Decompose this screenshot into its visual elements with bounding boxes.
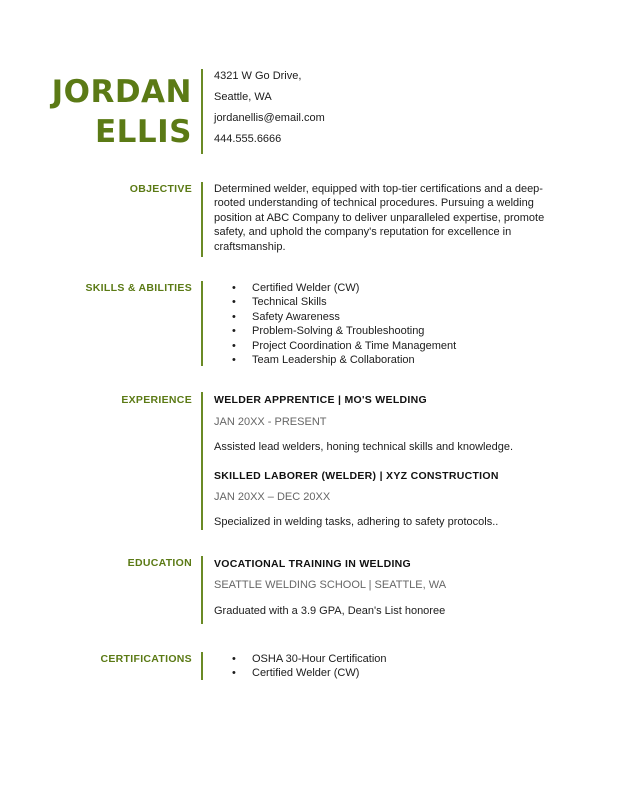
certifications-divider [201, 652, 203, 680]
experience-heading: EXPERIENCE [121, 394, 192, 406]
job-title: SKILLED LABORER (WELDER) | XYZ CONSTRUCTION [214, 470, 499, 482]
job-dates: JAN 20XX – DEC 20XX [214, 491, 331, 503]
email[interactable]: jordanellis@email.com [214, 112, 325, 124]
last-name: ELLIS [94, 114, 192, 150]
job-title: WELDER APPRENTICE | MO'S WELDING [214, 394, 427, 406]
skill-item: • Team Leadership & Collaboration [214, 353, 456, 367]
certification-item: • Certified Welder (CW) [214, 666, 387, 680]
education-heading: EDUCATION [127, 557, 192, 569]
skills-heading: SKILLS & ABILITIES [85, 282, 192, 294]
contact-divider [201, 69, 203, 154]
objective-text: Determined welder, equipped with top-tier certifications and a deep-rooted understanding of technical procedures. Pursuing a welding position at ABC Company to deliver unparalleled expertise, promote safety, and uphold the company's reputation for excellence in craftsmanship. [214, 183, 545, 253]
education-school: SEATTLE WELDING SCHOOL | SEATTLE, WA [214, 579, 447, 591]
skills-divider [201, 281, 203, 366]
phone[interactable]: 444.555.6666 [214, 133, 282, 145]
job-description: Specialized in welding tasks, adhering to safety protocols.. [214, 516, 499, 528]
education-description: Graduated with a 3.9 GPA, Dean's List honoree [214, 605, 446, 617]
certifications-heading: CERTIFICATIONS [100, 653, 192, 665]
certifications-list [214, 652, 387, 681]
education-divider [201, 556, 203, 624]
job-dates: JAN 20XX - PRESENT [214, 416, 327, 428]
skill-item: • Technical Skills [214, 295, 456, 309]
skill-item: • Project Coordination & Time Management [214, 339, 456, 353]
skill-item: • Certified Welder (CW) [214, 281, 456, 295]
education-section [214, 556, 614, 626]
skill-item: • Problem-Solving & Troubleshooting [214, 324, 456, 338]
certifications-list-container [214, 652, 387, 681]
objective-divider [201, 182, 203, 257]
candidate-name [52, 72, 192, 152]
skills-list-container [214, 281, 456, 367]
education-title: VOCATIONAL TRAINING IN WELDING [214, 558, 412, 570]
certification-item: • OSHA 30-Hour Certification [214, 652, 387, 666]
contact-info [214, 69, 325, 153]
city-line: Seattle, WA [214, 91, 272, 103]
address-line: 4321 W Go Drive, [214, 70, 302, 82]
experience-divider [201, 392, 203, 530]
objective-heading: OBJECTIVE [129, 183, 192, 195]
job-description: Assisted lead welders, honing technical skills and knowledge. [214, 441, 514, 453]
skill-item: • Safety Awareness [214, 310, 456, 324]
skills-list [214, 281, 456, 367]
experience-section [214, 392, 614, 532]
first-name: JORDAN [51, 74, 192, 110]
